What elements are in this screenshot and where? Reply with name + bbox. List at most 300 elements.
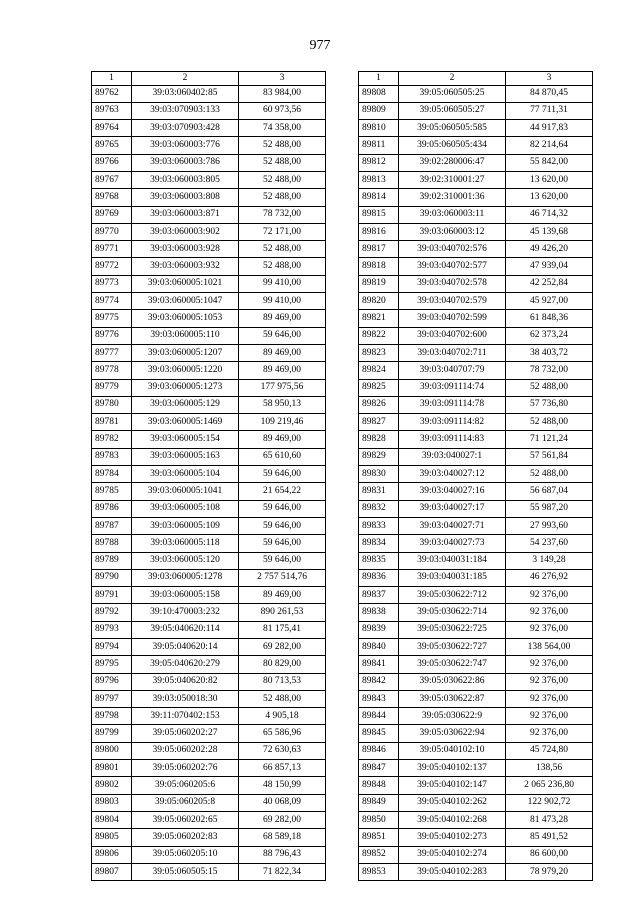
- cadastral-number-cell: 39:02:310001:36: [399, 189, 506, 206]
- table-row: [92, 171, 326, 188]
- row-number-cell: 89774: [92, 293, 132, 310]
- table-row: [92, 517, 326, 534]
- table-row: [92, 327, 326, 344]
- row-number-cell: 89812: [359, 154, 399, 171]
- value-cell: 45 927,00: [506, 293, 593, 310]
- row-number-cell: 89806: [92, 846, 132, 863]
- value-cell: 83 984,00: [239, 85, 326, 102]
- row-number-cell: 89827: [359, 414, 399, 431]
- row-number-cell: 89832: [359, 500, 399, 517]
- cadastral-number-cell: 39:03:060003:786: [132, 154, 239, 171]
- row-number-cell: 89831: [359, 483, 399, 500]
- value-cell: 177 975,56: [239, 379, 326, 396]
- table-row: [92, 189, 326, 206]
- value-cell: 92 376,00: [506, 656, 593, 673]
- cadastral-number-cell: 39:03:070903:133: [132, 102, 239, 119]
- value-cell: 78 732,00: [506, 362, 593, 379]
- value-cell: 84 870,45: [506, 85, 593, 102]
- row-number-cell: 89842: [359, 673, 399, 690]
- cadastral-number-cell: 39:03:040027:17: [399, 500, 506, 517]
- row-number-cell: 89840: [359, 639, 399, 656]
- cadastral-number-cell: 39:05:030622:9: [399, 708, 506, 725]
- row-number-cell: 89764: [92, 120, 132, 137]
- table-row: [92, 569, 326, 586]
- table-row: [359, 742, 593, 759]
- cadastral-number-cell: 39:03:060005:1207: [132, 344, 239, 361]
- row-number-cell: 89784: [92, 466, 132, 483]
- cadastral-number-cell: 39:03:040702:578: [399, 275, 506, 292]
- cadastral-number-cell: 39:03:060003:12: [399, 223, 506, 240]
- value-cell: 65 586,96: [239, 725, 326, 742]
- value-cell: 99 410,00: [239, 293, 326, 310]
- value-cell: 13 620,00: [506, 189, 593, 206]
- table-row: [359, 223, 593, 240]
- cadastral-number-cell: 39:03:040027:71: [399, 517, 506, 534]
- value-cell: 138 564,00: [506, 639, 593, 656]
- table-row: [359, 431, 593, 448]
- table-row: [359, 258, 593, 275]
- cadastral-number-cell: 39:03:060005:110: [132, 327, 239, 344]
- row-number-cell: 89847: [359, 760, 399, 777]
- value-cell: 47 939,04: [506, 258, 593, 275]
- table-row: [92, 241, 326, 258]
- value-cell: 92 376,00: [506, 587, 593, 604]
- table-row: [359, 846, 593, 863]
- row-number-cell: 89797: [92, 690, 132, 707]
- value-cell: 57 561,84: [506, 448, 593, 465]
- row-number-cell: 89835: [359, 552, 399, 569]
- cadastral-number-cell: 39:05:040102:137: [399, 760, 506, 777]
- cadastral-number-cell: 39:05:040102:273: [399, 829, 506, 846]
- value-cell: 57 736,80: [506, 396, 593, 413]
- value-cell: 68 589,18: [239, 829, 326, 846]
- value-cell: 71 822,34: [239, 863, 326, 880]
- row-number-cell: 89811: [359, 137, 399, 154]
- table-row: [92, 310, 326, 327]
- row-number-cell: 89838: [359, 604, 399, 621]
- cadastral-number-cell: 39:05:040620:114: [132, 621, 239, 638]
- value-cell: 59 646,00: [239, 500, 326, 517]
- value-cell: 42 252,84: [506, 275, 593, 292]
- value-cell: 82 214,64: [506, 137, 593, 154]
- value-cell: 92 376,00: [506, 690, 593, 707]
- register-table-right: [358, 71, 593, 881]
- cadastral-number-cell: 39:05:060505:27: [399, 102, 506, 119]
- cadastral-number-cell: 39:03:060003:932: [132, 258, 239, 275]
- value-cell: 86 600,00: [506, 846, 593, 863]
- table-row: [359, 535, 593, 552]
- cadastral-number-cell: 39:03:060005:158: [132, 587, 239, 604]
- row-number-cell: 89796: [92, 673, 132, 690]
- table-row: [359, 206, 593, 223]
- value-cell: 55 987,20: [506, 500, 593, 517]
- value-cell: 890 261,53: [239, 604, 326, 621]
- cadastral-number-cell: 39:03:050018:30: [132, 690, 239, 707]
- cadastral-number-cell: 39:05:060505:15: [132, 863, 239, 880]
- value-cell: 38 403,72: [506, 344, 593, 361]
- row-number-cell: 89850: [359, 811, 399, 828]
- row-number-cell: 89845: [359, 725, 399, 742]
- row-number-cell: 89829: [359, 448, 399, 465]
- cadastral-number-cell: 39:03:040702:576: [399, 241, 506, 258]
- cadastral-number-cell: 39:05:040102:268: [399, 811, 506, 828]
- row-number-cell: 89828: [359, 431, 399, 448]
- row-number-cell: 89769: [92, 206, 132, 223]
- value-cell: 56 687,04: [506, 483, 593, 500]
- row-number-cell: 89790: [92, 569, 132, 586]
- table-row: [92, 639, 326, 656]
- value-cell: 99 410,00: [239, 275, 326, 292]
- value-cell: 52 488,00: [239, 690, 326, 707]
- table-row: [359, 760, 593, 777]
- table-row: [92, 344, 326, 361]
- value-cell: 27 993,60: [506, 517, 593, 534]
- cadastral-number-cell: 39:10:470003:232: [132, 604, 239, 621]
- cadastral-number-cell: 39:05:040102:147: [399, 777, 506, 794]
- table-row: [359, 189, 593, 206]
- value-cell: 45 724,80: [506, 742, 593, 759]
- table-row: [359, 517, 593, 534]
- value-cell: 45 139,68: [506, 223, 593, 240]
- cadastral-number-cell: 39:05:040620:82: [132, 673, 239, 690]
- cadastral-number-cell: 39:03:040027:16: [399, 483, 506, 500]
- value-cell: 92 376,00: [506, 708, 593, 725]
- table-row: [92, 431, 326, 448]
- table-row: [92, 742, 326, 759]
- row-number-cell: 89815: [359, 206, 399, 223]
- table-row: [359, 690, 593, 707]
- cadastral-number-cell: 39:03:091114:82: [399, 414, 506, 431]
- cadastral-number-cell: 39:03:091114:74: [399, 379, 506, 396]
- value-cell: 59 646,00: [239, 466, 326, 483]
- cadastral-number-cell: 39:03:040702:579: [399, 293, 506, 310]
- row-number-cell: 89848: [359, 777, 399, 794]
- table-row: [359, 327, 593, 344]
- row-number-cell: 89805: [92, 829, 132, 846]
- row-number-cell: 89801: [92, 760, 132, 777]
- cadastral-number-cell: 39:03:060005:1053: [132, 310, 239, 327]
- row-number-cell: 89766: [92, 154, 132, 171]
- table-row: [359, 275, 593, 292]
- cadastral-number-cell: 39:05:030622:747: [399, 656, 506, 673]
- cadastral-number-cell: 39:03:040031:185: [399, 569, 506, 586]
- value-cell: 80 713,53: [239, 673, 326, 690]
- row-number-cell: 89808: [359, 85, 399, 102]
- value-cell: 77 711,31: [506, 102, 593, 119]
- value-cell: 40 068,09: [239, 794, 326, 811]
- table-row: [359, 500, 593, 517]
- row-number-cell: 89799: [92, 725, 132, 742]
- table-row: [92, 587, 326, 604]
- row-number-cell: 89817: [359, 241, 399, 258]
- value-cell: 52 488,00: [506, 414, 593, 431]
- table-row: [359, 725, 593, 742]
- table-row: [92, 223, 326, 240]
- cadastral-number-cell: 39:03:060005:1220: [132, 362, 239, 379]
- row-number-cell: 89785: [92, 483, 132, 500]
- row-number-cell: 89814: [359, 189, 399, 206]
- row-number-cell: 89824: [359, 362, 399, 379]
- row-number-cell: 89833: [359, 517, 399, 534]
- table-row: [92, 794, 326, 811]
- row-number-cell: 89803: [92, 794, 132, 811]
- value-cell: 2 757 514,76: [239, 569, 326, 586]
- value-cell: 58 950,13: [239, 396, 326, 413]
- cadastral-number-cell: 39:05:060205:6: [132, 777, 239, 794]
- row-number-cell: 89852: [359, 846, 399, 863]
- table-row: [92, 604, 326, 621]
- table-row: [92, 690, 326, 707]
- cadastral-number-cell: 39:03:040027:12: [399, 466, 506, 483]
- table-row: [359, 777, 593, 794]
- value-cell: 88 796,43: [239, 846, 326, 863]
- cadastral-number-cell: 39:03:040702:711: [399, 344, 506, 361]
- value-cell: 48 150,99: [239, 777, 326, 794]
- cadastral-number-cell: 39:05:060505:434: [399, 137, 506, 154]
- table-row: [92, 414, 326, 431]
- cadastral-number-cell: 39:03:040707:79: [399, 362, 506, 379]
- value-cell: 89 469,00: [239, 310, 326, 327]
- table-row: [92, 120, 326, 137]
- table-row: [359, 604, 593, 621]
- value-cell: 46 714,32: [506, 206, 593, 223]
- row-number-cell: 89793: [92, 621, 132, 638]
- table-row: [92, 102, 326, 119]
- cadastral-number-cell: 39:03:060005:118: [132, 535, 239, 552]
- row-number-cell: 89853: [359, 863, 399, 880]
- value-cell: 69 282,00: [239, 639, 326, 656]
- value-cell: 92 376,00: [506, 673, 593, 690]
- cadastral-number-cell: 39:03:060005:129: [132, 396, 239, 413]
- table-row: [359, 656, 593, 673]
- row-number-cell: 89792: [92, 604, 132, 621]
- cadastral-number-cell: 39:05:030622:87: [399, 690, 506, 707]
- table-row: [92, 379, 326, 396]
- table-row: [92, 448, 326, 465]
- cadastral-number-cell: 39:03:060003:808: [132, 189, 239, 206]
- table-row: [359, 102, 593, 119]
- cadastral-number-cell: 39:03:060005:104: [132, 466, 239, 483]
- table-row: [359, 587, 593, 604]
- value-cell: 81 175,41: [239, 621, 326, 638]
- row-number-cell: 89802: [92, 777, 132, 794]
- cadastral-number-cell: 39:03:060003:776: [132, 137, 239, 154]
- value-cell: 49 426,20: [506, 241, 593, 258]
- value-cell: 61 848,36: [506, 310, 593, 327]
- table-row: [92, 466, 326, 483]
- value-cell: 52 488,00: [239, 189, 326, 206]
- cadastral-number-cell: 39:05:060202:27: [132, 725, 239, 742]
- cadastral-number-cell: 39:05:060202:76: [132, 760, 239, 777]
- table-row: [359, 466, 593, 483]
- row-number-cell: 89773: [92, 275, 132, 292]
- row-number-cell: 89771: [92, 241, 132, 258]
- table-row: [359, 639, 593, 656]
- table-row: [92, 154, 326, 171]
- cadastral-number-cell: 39:05:040620:279: [132, 656, 239, 673]
- row-number-cell: 89844: [359, 708, 399, 725]
- value-cell: 52 488,00: [506, 379, 593, 396]
- value-cell: 138,56: [506, 760, 593, 777]
- cadastral-number-cell: 39:03:040031:184: [399, 552, 506, 569]
- table-row: [359, 344, 593, 361]
- row-number-cell: 89779: [92, 379, 132, 396]
- value-cell: 92 376,00: [506, 621, 593, 638]
- value-cell: 21 654,22: [239, 483, 326, 500]
- cadastral-number-cell: 39:05:030622:712: [399, 587, 506, 604]
- table-row: [359, 154, 593, 171]
- row-number-cell: 89787: [92, 517, 132, 534]
- row-number-cell: 89772: [92, 258, 132, 275]
- table-row: [359, 171, 593, 188]
- row-number-cell: 89795: [92, 656, 132, 673]
- cadastral-number-cell: 39:05:040102:262: [399, 794, 506, 811]
- table-row: [359, 396, 593, 413]
- value-cell: 60 973,56: [239, 102, 326, 119]
- cadastral-number-cell: 39:03:060003:871: [132, 206, 239, 223]
- table-row: [359, 293, 593, 310]
- row-number-cell: 89789: [92, 552, 132, 569]
- cadastral-number-cell: 39:05:040102:274: [399, 846, 506, 863]
- row-number-cell: 89846: [359, 742, 399, 759]
- table-row: [92, 725, 326, 742]
- table-row: [359, 673, 593, 690]
- value-cell: 89 469,00: [239, 431, 326, 448]
- row-number-cell: 89822: [359, 327, 399, 344]
- value-cell: 54 237,60: [506, 535, 593, 552]
- row-number-cell: 89843: [359, 690, 399, 707]
- table-row: [359, 448, 593, 465]
- row-number-cell: 89762: [92, 85, 132, 102]
- row-number-cell: 89830: [359, 466, 399, 483]
- table-row: [92, 396, 326, 413]
- row-number-cell: 89798: [92, 708, 132, 725]
- row-number-cell: 89851: [359, 829, 399, 846]
- value-cell: 52 488,00: [239, 154, 326, 171]
- table-row: [359, 362, 593, 379]
- row-number-cell: 89825: [359, 379, 399, 396]
- value-cell: 74 358,00: [239, 120, 326, 137]
- table-row: [359, 137, 593, 154]
- table-row: [359, 794, 593, 811]
- table-row: [92, 206, 326, 223]
- table-row: [359, 310, 593, 327]
- value-cell: 46 276,92: [506, 569, 593, 586]
- cadastral-number-cell: 39:05:060205:10: [132, 846, 239, 863]
- value-cell: 71 121,24: [506, 431, 593, 448]
- cadastral-number-cell: 39:03:070903:428: [132, 120, 239, 137]
- value-cell: 122 902,72: [506, 794, 593, 811]
- page-number: 977: [309, 38, 331, 53]
- row-number-cell: 89800: [92, 742, 132, 759]
- value-cell: 65 610,60: [239, 448, 326, 465]
- table-row: [92, 760, 326, 777]
- table-row: [92, 137, 326, 154]
- cadastral-number-cell: 39:02:280006:47: [399, 154, 506, 171]
- row-number-cell: 89788: [92, 535, 132, 552]
- table-row: [92, 829, 326, 846]
- row-number-cell: 89809: [359, 102, 399, 119]
- table-row: [359, 552, 593, 569]
- row-number-cell: 89837: [359, 587, 399, 604]
- row-number-cell: 89818: [359, 258, 399, 275]
- value-cell: 3 149,28: [506, 552, 593, 569]
- cadastral-number-cell: 39:05:030622:725: [399, 621, 506, 638]
- table-row: [92, 275, 326, 292]
- cadastral-number-cell: 39:05:030622:714: [399, 604, 506, 621]
- value-cell: 13 620,00: [506, 171, 593, 188]
- cadastral-number-cell: 39:03:060005:163: [132, 448, 239, 465]
- value-cell: 72 171,00: [239, 223, 326, 240]
- row-number-cell: 89778: [92, 362, 132, 379]
- row-number-cell: 89791: [92, 587, 132, 604]
- table-row: [92, 535, 326, 552]
- cadastral-number-cell: 39:03:091114:78: [399, 396, 506, 413]
- value-cell: 85 491,52: [506, 829, 593, 846]
- table-row: [359, 483, 593, 500]
- cadastral-number-cell: 39:05:030622:727: [399, 639, 506, 656]
- cadastral-number-cell: 39:05:040102:10: [399, 742, 506, 759]
- cadastral-number-cell: 39:03:060402:85: [132, 85, 239, 102]
- cadastral-number-cell: 39:03:040702:600: [399, 327, 506, 344]
- column-header-value: 3: [506, 72, 593, 86]
- cadastral-number-cell: 39:03:060003:928: [132, 241, 239, 258]
- cadastral-number-cell: 39:02:310001:27: [399, 171, 506, 188]
- value-cell: 78 979,20: [506, 863, 593, 880]
- row-number-cell: 89820: [359, 293, 399, 310]
- value-cell: 59 646,00: [239, 552, 326, 569]
- value-cell: 78 732,00: [239, 206, 326, 223]
- value-cell: 89 469,00: [239, 344, 326, 361]
- value-cell: 52 488,00: [239, 171, 326, 188]
- row-number-cell: 89768: [92, 189, 132, 206]
- value-cell: 4 905,18: [239, 708, 326, 725]
- row-number-cell: 89775: [92, 310, 132, 327]
- cadastral-number-cell: 39:05:030622:86: [399, 673, 506, 690]
- row-number-cell: 89849: [359, 794, 399, 811]
- table-row: [359, 414, 593, 431]
- value-cell: 62 373,24: [506, 327, 593, 344]
- table-row: [359, 708, 593, 725]
- row-number-cell: 89782: [92, 431, 132, 448]
- table-row: [92, 811, 326, 828]
- cadastral-number-cell: 39:03:060005:154: [132, 431, 239, 448]
- cadastral-number-cell: 39:03:060005:1041: [132, 483, 239, 500]
- value-cell: 44 917,83: [506, 120, 593, 137]
- row-number-cell: 89780: [92, 396, 132, 413]
- value-cell: 69 282,00: [239, 811, 326, 828]
- cadastral-number-cell: 39:03:060005:1273: [132, 379, 239, 396]
- cadastral-number-cell: 39:03:060003:11: [399, 206, 506, 223]
- value-cell: 52 488,00: [239, 137, 326, 154]
- row-number-cell: 89836: [359, 569, 399, 586]
- table-row: [92, 362, 326, 379]
- row-number-cell: 89841: [359, 656, 399, 673]
- row-number-cell: 89794: [92, 639, 132, 656]
- cadastral-number-cell: 39:03:060003:902: [132, 223, 239, 240]
- cadastral-number-cell: 39:03:060005:1469: [132, 414, 239, 431]
- value-cell: 80 829,00: [239, 656, 326, 673]
- value-cell: 2 065 236,80: [506, 777, 593, 794]
- row-number-cell: 89807: [92, 863, 132, 880]
- table-row: [359, 85, 593, 102]
- table-row: [92, 483, 326, 500]
- column-header-cadastral-number: 2: [399, 72, 506, 86]
- value-cell: 52 488,00: [506, 466, 593, 483]
- row-number-cell: 89765: [92, 137, 132, 154]
- value-cell: 55 842,00: [506, 154, 593, 171]
- row-number-cell: 89763: [92, 102, 132, 119]
